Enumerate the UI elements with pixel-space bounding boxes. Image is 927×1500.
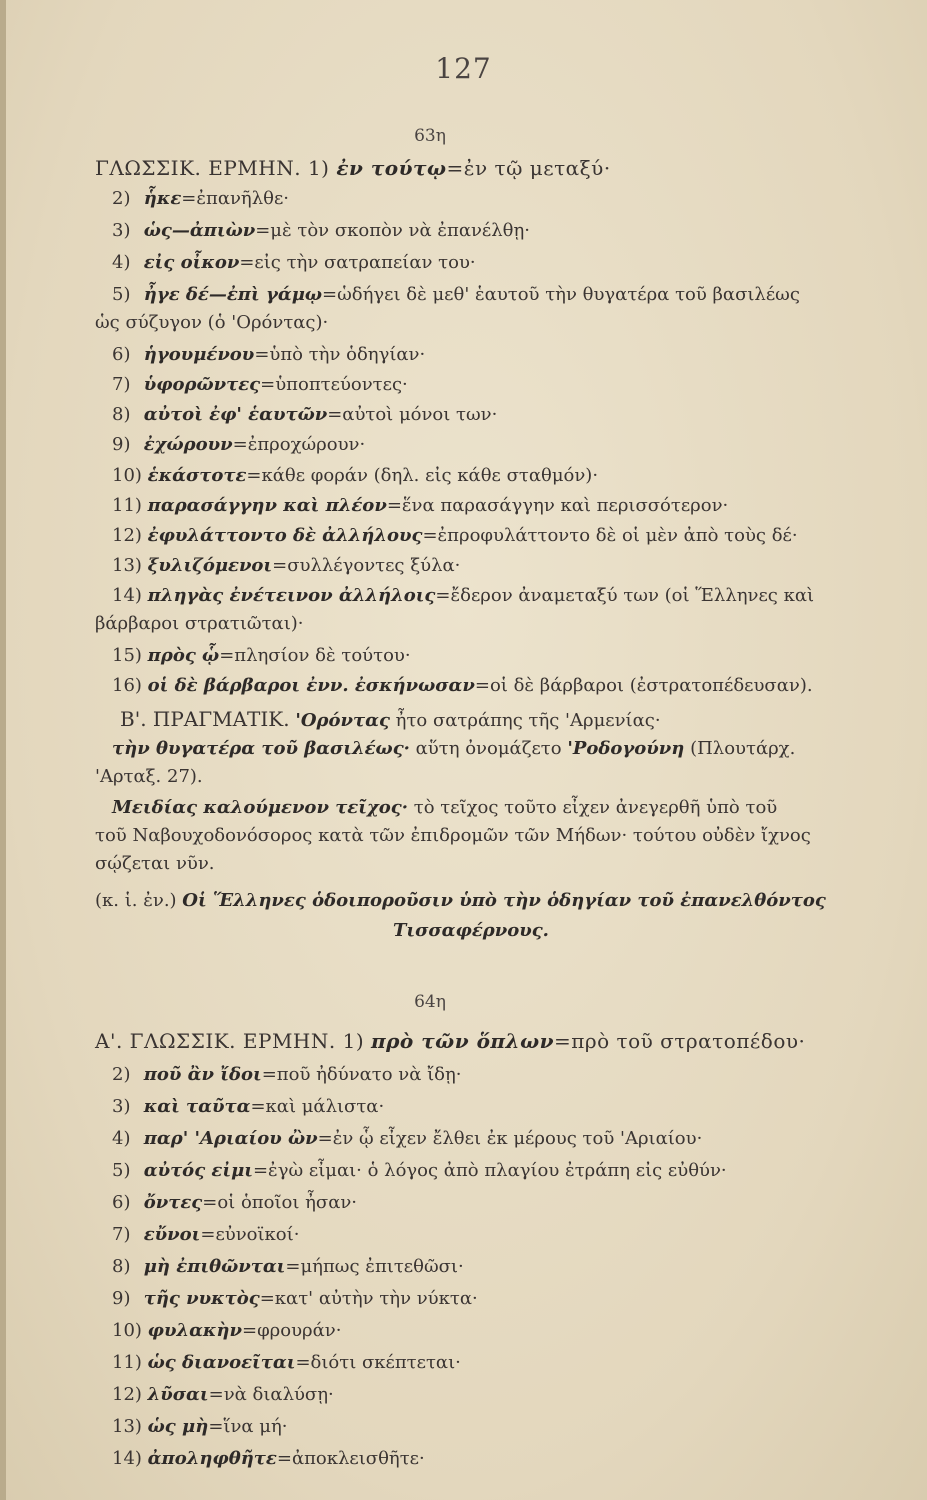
entry-term: παρασάγγην καὶ πλέον [147,495,387,516]
entry-number: 5) [112,1160,131,1181]
entry-term: ἐν τούτῳ [336,156,447,180]
pragmatic-line: σῴζεται νῦν. [95,853,215,874]
entry-gloss: =ἐν τῷ μεταξύ· [446,156,611,180]
entry-term: παρ' 'Αριαίου ὢν [143,1128,318,1149]
list-item [112,1127,847,1151]
entry-term: εὔνοι [143,1224,201,1245]
entry-term: ὡς—ἀπιὼν [143,220,256,241]
entry-gloss: =οἱ ὁποῖοι ἦσαν· [202,1192,358,1213]
entry-gloss: =φρουράν· [242,1320,342,1341]
pragmatic-term: Μειδίας καλούμενον τεῖχος· [112,797,409,818]
entry-gloss: =πλησίον δὲ τούτου· [219,645,411,666]
list-item [112,1319,847,1343]
section1-header [95,156,830,180]
entry-number: 8) [112,404,131,425]
list-item [112,1191,847,1215]
list-item [112,674,847,698]
entry-number: 13) [112,1416,142,1437]
list-item [112,219,847,243]
entry-gloss: =καὶ μάλιστα· [250,1096,385,1117]
entry-number: 1) [342,1029,365,1053]
entry-term: φυλακὴν [147,1320,242,1341]
list-item [112,343,847,367]
entry-term: πρὸς ᾧ [147,645,220,666]
section2-header [95,1029,830,1053]
entry-number: 14) [112,1448,142,1469]
entry-term: ἑκάστοτε [147,465,247,486]
list-item [112,494,847,518]
entry-number: 10) [112,465,142,486]
list-item [112,1159,847,1183]
entry-gloss: =ὑπὸ τὴν ὁδηγίαν· [254,344,426,365]
entry-number: 10) [112,1320,142,1341]
list-item [112,1351,847,1375]
pragmatic-text: (Πλουτάρχ. [690,738,796,759]
entry-number: 6) [112,1192,131,1213]
entry-gloss: =ἵνα μή· [208,1416,288,1437]
pragmatic-header [120,707,855,733]
entry-gloss: =διότι σκέπτεται· [295,1352,461,1373]
summary-line [95,889,830,913]
entry-number: 6) [112,344,131,365]
entry-gloss: =πρὸ τοῦ στρατοπέδου· [554,1029,806,1053]
entry-number: 12) [112,525,142,546]
entry-number: 2) [112,1064,131,1085]
entry-gloss: =ἐν ᾧ εἶχεν ἔλθει ἐκ μέρους τοῦ 'Αριαίου· [317,1128,703,1149]
pragmatic-text: ἦτο σατράπης τῆς 'Αρμενίας· [395,710,661,731]
entry-number: 2) [112,188,131,209]
list-item [112,373,847,397]
list-item [112,187,847,211]
pragmatic-line: τοῦ Ναβουχοδονόσορος κατὰ τῶν ἐπιδρομῶν τῶν Μήδων· τούτου οὐδὲν ἴχνος [95,825,811,846]
entry-gloss: =ἐπανῆλθε· [181,188,290,209]
entry-term: αὐτός εἰμι [143,1160,253,1181]
section-number-63: 63η [414,126,446,146]
entry-number: 4) [112,1128,131,1149]
entry-number: 9) [112,1288,131,1309]
entry-term: πληγὰς ἐνέτεινον ἀλλήλοις [147,585,436,606]
list-item [112,283,847,307]
entry-gloss: =εἰς τὴν σατραπείαν του· [239,252,476,273]
entry-term: οἱ δὲ βάρβαροι ἐνν. ἐσκήνωσαν [147,675,475,696]
entry-gloss: =κατ' αὐτὴν τὴν νύκτα· [259,1288,478,1309]
entry-number: 15) [112,645,142,666]
entry-term: λῦσαι [147,1384,209,1405]
entry-number: 5) [112,284,131,305]
section1-header-label: ΓΛΩΣΣΙΚ. ΕΡΜΗΝ. [95,156,302,180]
entry-term: ὡς διανοεῖται [147,1352,296,1373]
list-item [112,403,847,427]
entry-term: ἐχώρουν [143,434,233,455]
section-number-64: 64η [414,992,446,1012]
pragmatic-line: 'Αρταξ. 27). [95,766,203,787]
list-item [112,433,847,457]
pragmatic-text: τὸ τεῖχος τοῦτο εἶχεν ἀνεγερθῆ ὑπὸ τοῦ [413,797,778,818]
entry-number: 8) [112,1256,131,1277]
list-item-continuation: ὡς σύζυγον (ὁ 'Ορόντας)· [95,312,329,333]
entry-number: 9) [112,434,131,455]
summary-text: Τισσαφέρνους. [393,920,549,941]
entry-term: ἀποληφθῆτε [147,1448,277,1469]
entry-gloss: =ποῦ ἠδύνατο νὰ ἴδῃ· [261,1064,462,1085]
list-item [112,554,847,578]
entry-gloss: =ὡδήγει δὲ μεθ' ἑαυτοῦ τὴν θυγατέρα τοῦ βασιλέως [322,284,800,305]
list-item [112,524,847,548]
entry-number: 14) [112,585,142,606]
entry-gloss: =αὐτοὶ μόνοι των· [327,404,498,425]
entry-gloss: =νὰ διαλύσῃ· [208,1384,334,1405]
entry-gloss: =οἱ δὲ βάρβαροι (ἐστρατοπέδευσαν). [474,675,813,696]
entry-term: εἰς οἶκον [143,252,240,273]
entry-gloss: =ἕνα παρασάγγην καὶ περισσότερον· [386,495,729,516]
entry-number: 7) [112,374,131,395]
list-item [112,1095,847,1119]
entry-term: ἦγε δέ—ἐπὶ γάμῳ [143,284,323,305]
list-item [112,1223,847,1247]
entry-term: ὄντες [143,1192,203,1213]
entry-number: 3) [112,220,131,241]
entry-term: μὴ ἐπιθῶνται [143,1256,286,1277]
entry-number: 11) [112,495,142,516]
pragmatic-line [112,737,847,761]
entry-gloss: =συλλέγοντες ξύλα· [272,555,461,576]
summary-text: Οἱ Ἕλληνες ὁδοιποροῦσιν ὑπὸ τὴν ὁδηγίαν τοῦ ἐπανελθόντος [182,890,826,911]
entry-number: 16) [112,675,142,696]
pragmatic-term: 'Ορόντας [295,710,390,731]
entry-number: 13) [112,555,142,576]
entry-term: ξυλιζόμενοι [147,555,273,576]
entry-term: τῆς νυκτὸς [143,1288,260,1309]
entry-term: αὐτοὶ ἐφ' ἑαυτῶν [143,404,328,425]
entry-gloss: =εὐνοϊκοί· [200,1224,300,1245]
entry-number: 7) [112,1224,131,1245]
entry-number: 11) [112,1352,142,1373]
entry-gloss: =ὑποπτεύοντες· [260,374,408,395]
pragmatic-term: τὴν θυγατέρα τοῦ βασιλέως· [112,738,410,759]
entry-gloss: =ἐπροχώρουν· [232,434,366,455]
entry-term: ποῦ ἂν ἴδοι [143,1064,262,1085]
pragmatic-label: Β'. ΠΡΑΓΜΑΤΙΚ. [120,707,290,731]
list-item [112,1415,847,1439]
list-item [112,1063,847,1087]
entry-gloss: =κάθε φοράν (δηλ. εἰς κάθε σταθμόν)· [246,465,599,486]
list-item [112,644,847,668]
entry-gloss: =ἔδερον ἀναμεταξύ των (οἱ Ἕλληνες καὶ [435,585,815,606]
page-edge [0,0,6,1500]
entry-number: 4) [112,252,131,273]
entry-term: ἡγουμένου [143,344,255,365]
summary-prefix: (κ. ἱ. ἐν.) [95,890,177,911]
entry-term: ἧκε [143,188,182,209]
list-item [112,464,847,488]
entry-term: ἐφυλάττοντο δὲ ἀλλήλους [147,525,423,546]
list-item [112,1447,847,1471]
list-item-continuation: βάρβαροι στρατιῶται)· [95,613,304,634]
entry-gloss: =ἐπροφυλάττοντο δὲ οἱ μὲν ἀπὸ τοὺς δέ· [422,525,798,546]
section2-header-label: Α'. ΓΛΩΣΣΙΚ. ΕΡΜΗΝ. [95,1029,336,1053]
entry-gloss: =μήπως ἐπιτεθῶσι· [285,1256,464,1277]
pragmatic-line [112,796,847,820]
page-number: 127 [435,52,492,85]
list-item [112,251,847,275]
entry-number: 1) [307,156,330,180]
entry-number: 12) [112,1384,142,1405]
list-item [112,1287,847,1311]
summary-end [95,919,847,943]
pragmatic-text: αὕτη ὀνομάζετο [415,738,562,759]
list-item [112,584,847,608]
entry-number: 3) [112,1096,131,1117]
entry-gloss: =ἐγὼ εἶμαι· ὁ λόγος ἀπὸ πλαγίου ἐτράπη εἰς εὐθύν· [252,1160,727,1181]
list-item [112,1383,847,1407]
entry-gloss: =ἀποκλεισθῆτε· [276,1448,425,1469]
list-item [112,1255,847,1279]
entry-term: ὡς μὴ [147,1416,209,1437]
entry-gloss: =μὲ τὸν σκοπὸν νὰ ἐπανέλθῃ· [255,220,531,241]
entry-term: καὶ ταῦτα [143,1096,251,1117]
entry-term: πρὸ τῶν ὅπλων [370,1029,554,1053]
pragmatic-term: 'Ροδογούνη [567,738,685,759]
entry-term: ὑφορῶντες [143,374,261,395]
